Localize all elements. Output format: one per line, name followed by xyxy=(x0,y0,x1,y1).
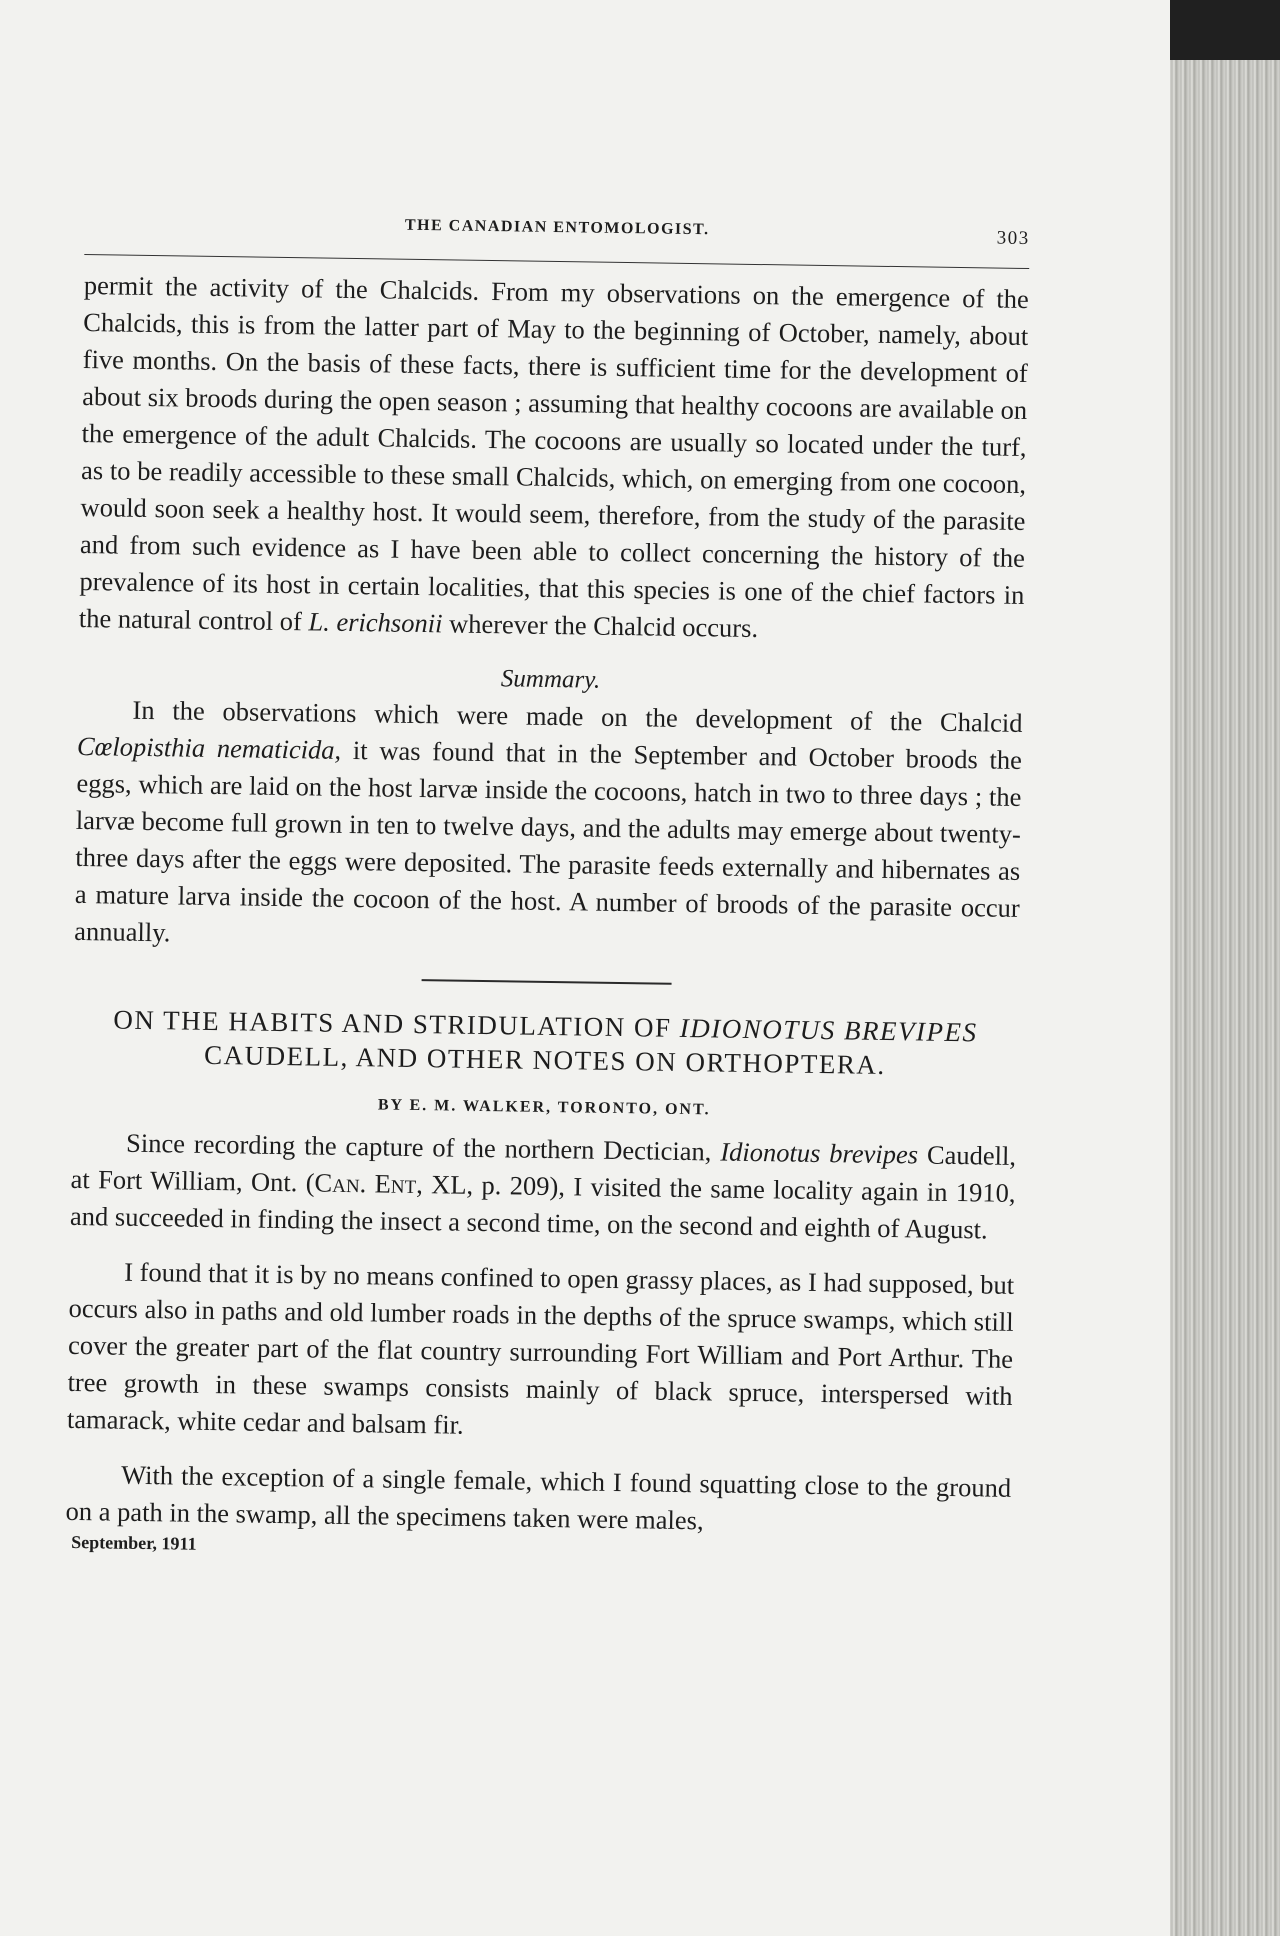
paragraph-text: , XL, p. 209), I visited the same locality again in 1910, and succeeded in finding the insect a second time, on the second and eighth of August. xyxy=(69,1169,1016,1245)
article-paragraph-2: I found that it is by no means confined to open grassy places, as I had supposed, but occurs also in paths and old lumber roads in the depths of the spruce swamps, which still cover the greater part of the flat country surrounding Fort William and Port Arthur. The tree growth in these swamps consists mainly of black spruce, interspersed with tamarack, white cedar and balsam fir. xyxy=(66,1256,1015,1440)
paragraph-text: Caudell, at Fort William, Ont. ( xyxy=(70,1139,1017,1198)
page-number: 303 xyxy=(996,227,1030,250)
paragraph-text: it was found that in the September and October broods the eggs, which are laid on the host larvæ inside the cocoons, hatch in two to three days ; the larvæ become full grown in ten to twelve days, and the adults may emerge about twenty-three days after the eggs were deposited. The parasite feeds externally and hibernates as a mature larva inside the cocoon of the host. A number of broods of the parasite occur annually. xyxy=(74,734,1023,948)
article-paragraph-1 xyxy=(70,1124,1017,1249)
species-name: Idionotus brevipes xyxy=(720,1136,919,1170)
byline: BY E. M. WALKER, TORONTO, ONT. xyxy=(377,1096,711,1119)
title-text: CAUDELL, AND OTHER NOTES ON ORTHOPTERA. xyxy=(203,1039,886,1080)
article-title xyxy=(72,1002,1018,1084)
summary-paragraph xyxy=(74,691,1023,964)
running-head xyxy=(84,208,1029,260)
summary-heading: Summary. xyxy=(500,665,601,694)
paragraph-continued xyxy=(79,267,1029,651)
page-content xyxy=(65,208,1030,1567)
paragraph-text: In the observations which were made on the development of the Chalcid xyxy=(132,694,1023,738)
species-name: L. erichsonii xyxy=(308,606,443,639)
paragraph-text: Since recording the capture of the northern Dectician, xyxy=(125,1127,721,1167)
paragraph-text: wherever the Chalcid occurs. xyxy=(442,608,759,644)
journal-title: THE CANADIAN ENTOMOLOGIST. xyxy=(404,216,710,239)
title-species: IDIONOTUS BREVIPES xyxy=(679,1012,978,1048)
citation: Can. Ent xyxy=(314,1167,417,1200)
section-divider xyxy=(421,979,671,985)
species-name: Cœlopisthia nematicida, xyxy=(76,730,342,765)
paragraph-text: permit the activity of the Chalcids. From my observations on the emergence of the Chalcids, this is from the latter part of May to the beginning of October, namely, about five months. On the basis of these facts, there is sufficient time for the development of about six broods during the open season ; assuming that healthy cocoons are available on the emergence of the adult Chalcids. The cocoons are usually so located under the turf, as to be readily accessible to these small Chalcids, which, on emerging from one cocoon, would soon seek a healthy host. It would seem, therefore, from the study of the parasite and from such evidence as I have been able to collect concerning the history of the prevalence of its host in certain localities, that this species is one of the chief factors in the natural control of xyxy=(78,269,1029,637)
page-edges xyxy=(1170,60,1280,1936)
title-text: ON THE HABITS AND STRIDULATION OF xyxy=(113,1004,681,1043)
scan-border xyxy=(1170,0,1280,60)
issue-date: September, 1911 xyxy=(71,1531,197,1554)
article-paragraph-3: With the exception of a single female, which I found squatting close to the ground on a path in the swamp, all the specimens taken were males, xyxy=(65,1459,1012,1536)
